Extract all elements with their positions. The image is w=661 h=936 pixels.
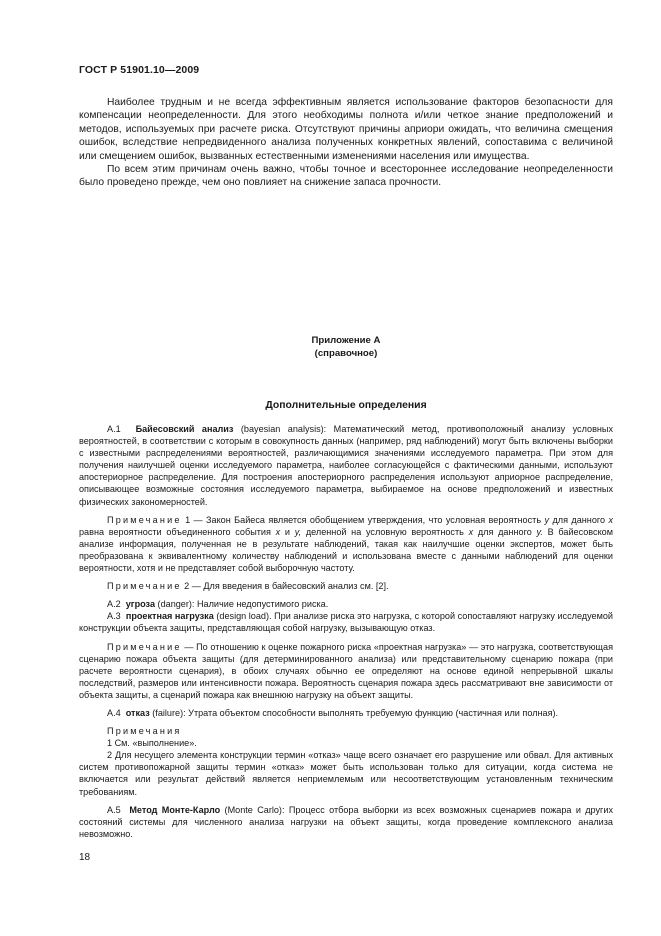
note1-label: Примечание	[107, 514, 182, 525]
a3-english: (design load).	[216, 611, 272, 622]
a2-number: А.2	[107, 599, 121, 610]
page-number: 18	[79, 852, 91, 863]
definition-a5	[79, 804, 613, 840]
note1-var-x: x	[608, 514, 614, 525]
intro-paragraph-1: Наиболее трудным и не всегда эффективным является использование факторов безопасности для компенсации неопределенности. Для этого необходимы полнота и/или четкое знание предположений и методов, используемых при расчете риска. Отсутствуют причины априори ожидать, что величина смещения ошибок, вследствие непредвиденного анализа полученных конкретных явлений, сопоставима с величиной или смещением ошибок, вызванных естественными изменениями населения или имущества.	[79, 97, 613, 162]
a1-english: (bayesian analysis):	[240, 424, 327, 434]
a1-number: А.1	[107, 424, 121, 434]
a3-number: А.3	[107, 611, 121, 622]
note1-var-y: y	[544, 514, 550, 525]
note-2	[79, 580, 613, 592]
note1-text-5: для данного	[477, 526, 532, 537]
a3-text: При анализе риска это нагрузка, с которой сопоставляют нагрузку исследуемой конструкции объекта защиты, представляющая собой нагрузку, вызывающую отказ.	[79, 611, 614, 634]
annex-label: Приложение А	[311, 335, 381, 346]
note2-label: Примечание	[107, 581, 182, 592]
a5-english: (Monte Carlo):	[224, 804, 285, 815]
note1-text-3: равна вероятности объединенного события	[79, 526, 271, 537]
annex-type: (справочное)	[314, 348, 378, 359]
notes4-label: Примечания	[107, 726, 182, 737]
a4-english: (failure):	[152, 707, 186, 718]
annex-title: Дополнительные определения	[265, 400, 427, 411]
note1-and: и	[284, 526, 290, 537]
annex-heading	[79, 334, 613, 360]
intro-paragraph-2: По всем этим причинам очень важно, чтобы точное и всестороннее исследование неопределенности было проведено прежде, чем оно повлияет на снижение запаса прочности.	[79, 164, 613, 189]
a1-text: Математический метод, противоположный анализу условных вероятностей, в соответствии с которым в совокупность данных (например, ряд наблюдений) могут быть включены выборки с известными распределениями вероятностей, различающимися значениями исследуемого параметра. При этом для получения наилучшей оценки исследуемого параметра, наиболее согласующейся с фактическими данными, используют апостериорное распределение. Для построения апостериорного распределения используют априорное распределение, описывающее возможные состояния исследуемого параметра, выбираемое на основе предположений и известных физических закономерностей.	[79, 424, 613, 507]
note1-var-y-cond: y.	[536, 526, 543, 537]
note3-text: — По отношению к оценке пожарного риска «проектная нагрузка» — это нагрузка, соответствующая сценарию пожара объекта защиты (для детерминированного анализа) или представительному сценарию пожара (при расчете вероятности сценария), в обоих случаях обычно ее определяют на основе единой непрерывной шкалы последствий, размеров или интенсивности пожара. Вероятность сценария пожара здесь рассматривают вне зависимости от объекта защиты, а сценарий пожара как внешнюю нагрузку на объект защиты.	[79, 641, 614, 700]
note1-var-x-joint: x	[275, 526, 281, 537]
definition-a3	[79, 610, 613, 634]
a2-english: (danger):	[157, 599, 195, 610]
definition-a2	[79, 598, 613, 610]
standard-header: ГОСТ Р 51901.10—2009	[79, 64, 200, 76]
note1-var-x-cond: x	[468, 526, 474, 537]
a3-term: проектная нагрузка	[125, 611, 214, 622]
a4-number: А.4	[107, 707, 121, 718]
note3-label: Примечание	[107, 641, 182, 652]
note-3	[79, 641, 613, 701]
a2-term: угроза	[125, 599, 156, 610]
a4-text: Утрата объектом способности выполнять требуемую функцию (частичная или полная).	[188, 707, 559, 718]
note2-text: 2 — Для введения в байесовский анализ см. [2].	[184, 581, 389, 592]
note1-text-2: для данного	[552, 514, 606, 525]
note-1	[79, 514, 613, 574]
note1-var-y-joint: y,	[294, 526, 302, 537]
definition-a4	[79, 707, 613, 719]
note1-number: 1 —	[185, 514, 203, 525]
definitions-section	[79, 423, 613, 840]
a5-term: Метод Монте-Карло	[129, 804, 221, 815]
note1-text-6: В байесовском анализе информация, полученная не в результате наблюдений, такая как наилучшие оценки экспертов, может быть преобразована к эквивалентному количеству наблюдений и использована вместе с данными наблюдений для оценки вероятности, хотя и не представляет собой выборочную частоту.	[79, 526, 613, 574]
notes4-item-2: 2 Для несущего элемента конструкции термин «отказ» чаще всего означает его разрушение или обвал. Для активных систем противопожарной защиты термин «отказ» может быть использован только для ситуации, когда система не включается или результат действий является неприемлемым или несоответствующим установленным техническим требованиям.	[79, 750, 613, 797]
a2-text: Наличие недопустимого риска.	[196, 599, 329, 610]
definition-a1	[79, 423, 613, 508]
note1-text-4: деленной на условную вероятность	[305, 526, 464, 537]
a5-number: А.5	[107, 804, 121, 815]
a1-term: Байесовский анализ	[135, 424, 234, 434]
a5-text: Процесс отбора выборки из всех возможных сценариев пожара и других состояний системы для численного анализа нагрузки на объект защиты, когда проведение комплексного анализа невозможно.	[79, 804, 613, 839]
intro-section	[79, 96, 613, 190]
notes4-item-1: 1 См. «выполнение».	[107, 738, 197, 749]
note1-text-1: Закон Байеса является обобщением утверждения, что условная вероятность	[206, 514, 542, 525]
a4-term: отказ	[125, 707, 150, 718]
